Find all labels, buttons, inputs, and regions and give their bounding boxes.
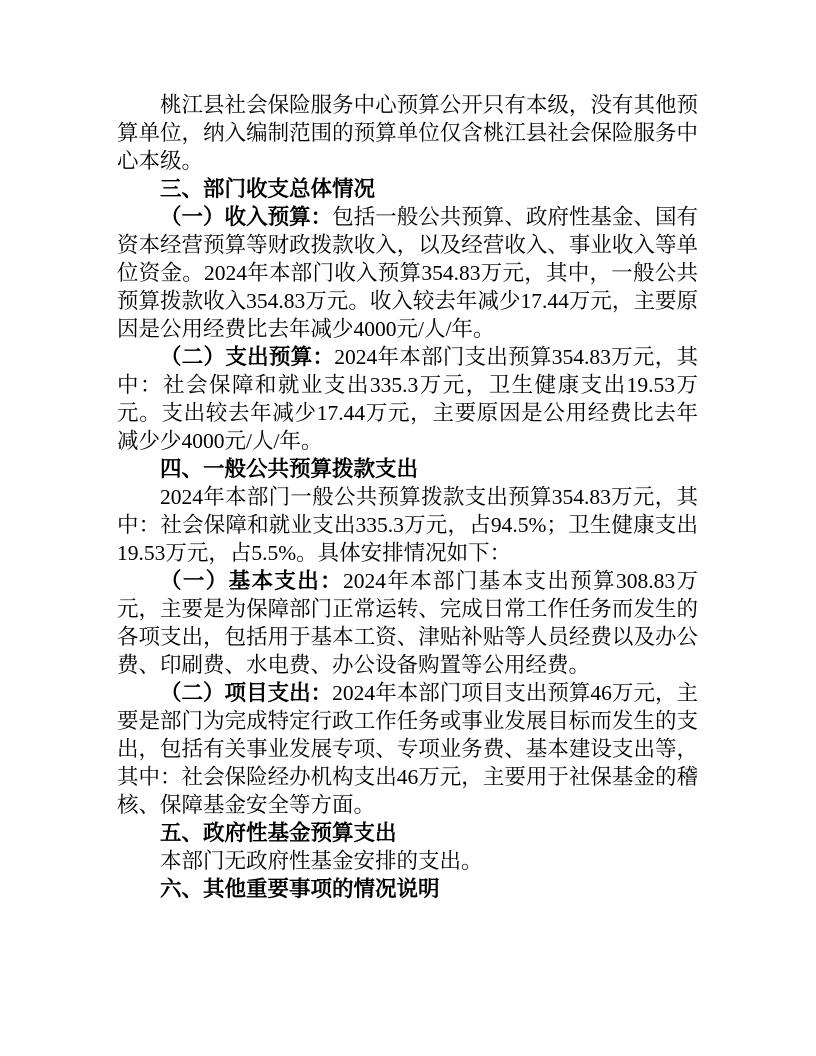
- paragraph-text: 2024年本部门支出预算354.83万元，其中：社会保障和就业支出335.3万元，卫生健康支出19.53万元。支出较去年减少17.44万元，主要原因是公用经费比去年减少少4000元/人/年。: [117, 345, 698, 453]
- section-heading-4: 四、一般公共预算拨款支出: [160, 457, 419, 481]
- paragraph-text: 桃江县社会保险服务中心预算公开只有本级，没有其他预算单位，纳入编制范围的预算单位仅含桃江县社会保险服务中心本级。: [117, 93, 698, 173]
- paragraph-expenditure-budget: [117, 343, 698, 455]
- paragraph-text: 包括一般公共预算、政府性基金、国有资本经营预算等财政拨款收入，以及经营收入、事业收入等单位资金。2024年本部门收入预算354.83万元，其中，一般公共预算拨款收入354.83万元。收入较去年减少17.44万元，主要原因是公用经费比去年减少4000元/人/年。: [117, 205, 698, 341]
- paragraph-income-budget: [117, 203, 698, 343]
- paragraph-label: （一）收入预算：: [160, 205, 333, 229]
- section-heading-5: 五、政府性基金预算支出: [160, 821, 397, 845]
- paragraph-label: （一）基本支出：: [160, 569, 343, 593]
- paragraph-general-budget-overview: [117, 483, 698, 567]
- paragraph-text: 2024年本部门项目支出预算46万元，主要是部门为完成特定行政工作任务或事业发展目标而发生的支出，包括有关事业发展专项、专项业务费、基本建设支出等，其中：社会保险经办机构支出46万元，主要用于社保基金的稽核、保障基金安全等方面。: [117, 681, 698, 817]
- paragraph-text: 2024年本部门基本支出预算308.83万元，主要是为保障部门正常运转、完成日常工作任务而发生的各项支出，包括用于基本工资、津贴补贴等人员经费以及办公费、印刷费、水电费、办公设备购置等公用经费。: [117, 569, 698, 677]
- paragraph-no-gov-fund: [117, 847, 698, 875]
- paragraph-text: 本部门无政府性基金安排的支出。: [160, 849, 483, 873]
- section-heading-3: 三、部门收支总体情况: [160, 177, 376, 201]
- paragraph-label: （二）支出预算：: [160, 345, 335, 369]
- paragraph-text: 2024年本部门一般公共预算拨款支出预算354.83万元，其中：社会保障和就业支出335.3万元，占94.5%；卫生健康支出19.53万元，占5.5%。具体安排情况如下：: [117, 485, 698, 565]
- intro-paragraph: [117, 91, 698, 175]
- paragraph-basic-expenditure: [117, 567, 698, 679]
- paragraph-label: （二）项目支出：: [160, 681, 333, 705]
- paragraph-project-expenditure: [117, 679, 698, 819]
- section-heading-6: 六、其他重要事项的情况说明: [160, 877, 440, 901]
